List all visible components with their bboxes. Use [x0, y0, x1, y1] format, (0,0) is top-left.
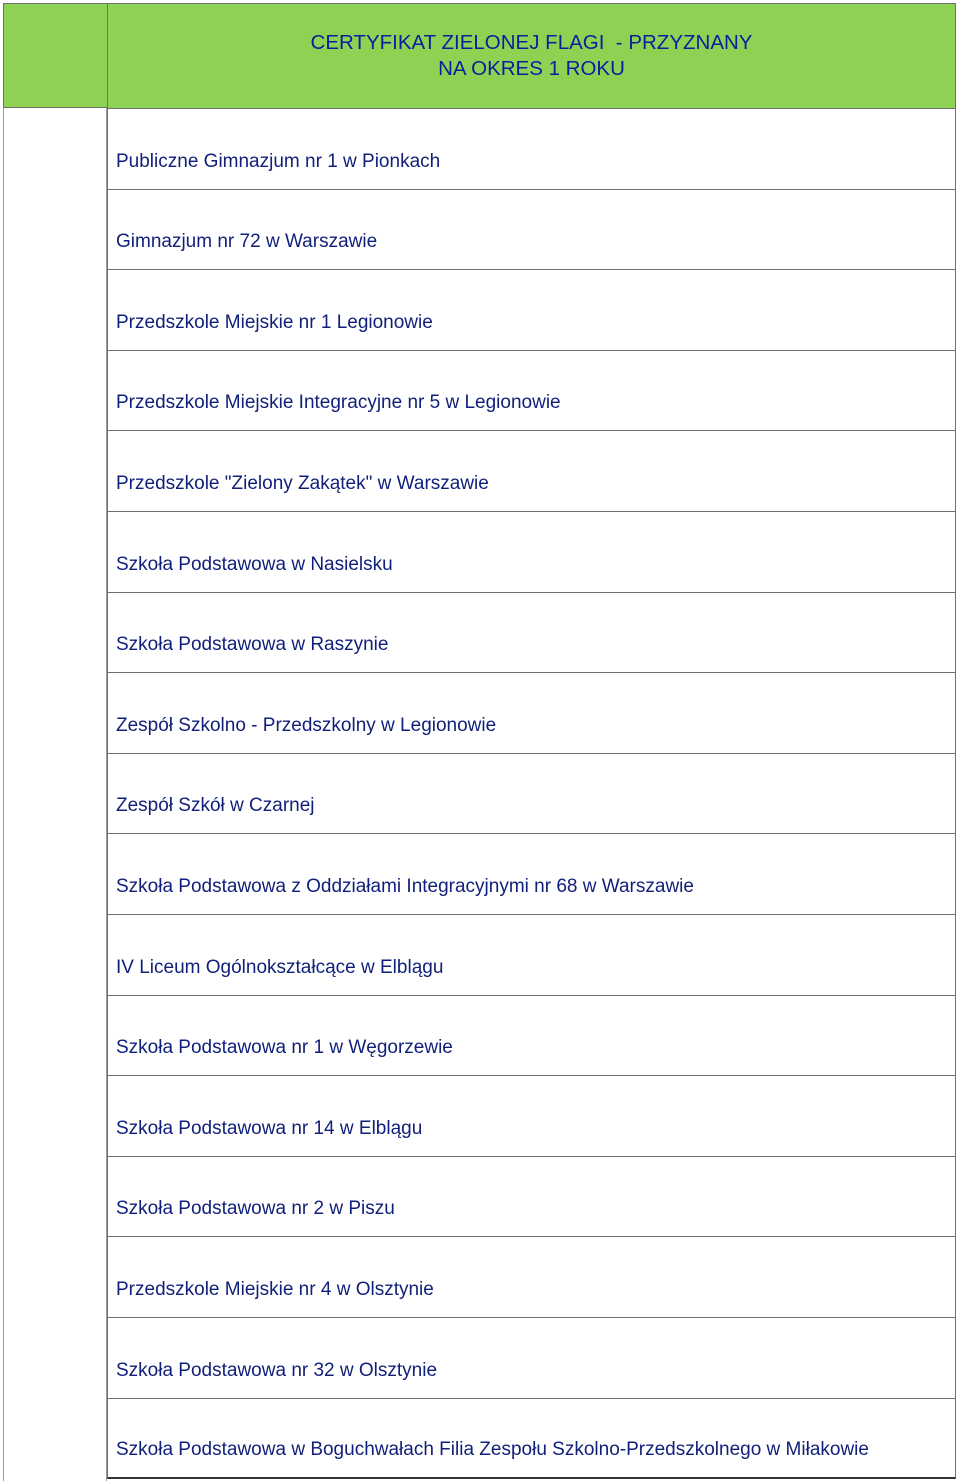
school-name: Szkoła Podstawowa z Oddziałami Integracyjnymi nr 68 w Warszawie [116, 875, 694, 897]
school-name: Szkoła Podstawowa nr 14 w Elblągu [116, 1117, 423, 1139]
school-name: Szkoła Podstawowa w Nasielsku [116, 553, 393, 575]
school-name: Szkoła Podstawowa w Boguchwałach Filia Zespołu Szkolno-Przedszkolnego w Miłakowie [116, 1439, 869, 1461]
school-name: Szkoła Podstawowa nr 2 w Piszu [116, 1198, 395, 1220]
table-header [107, 3, 956, 109]
table-row [107, 673, 956, 754]
table-row [107, 431, 956, 512]
school-name: Szkoła Podstawowa w Raszynie [116, 634, 389, 656]
left-column [3, 3, 107, 1481]
school-name: Szkoła Podstawowa nr 1 w Węgorzewie [116, 1037, 453, 1059]
table-row [107, 754, 956, 835]
school-name: Przedszkole Miejskie nr 1 Legionowie [116, 311, 433, 333]
school-name: Gimnazjum nr 72 w Warszawie [116, 231, 378, 253]
school-list [107, 109, 956, 1479]
table-row [107, 996, 956, 1077]
school-name: Zespół Szkolno - Przedszkolny w Legionowie [116, 714, 497, 736]
school-name: Przedszkole Miejskie Integracyjne nr 5 w Legionowie [116, 392, 561, 414]
header-title-line-1: CERTYFIKAT ZIELONEJ FLAGI - PRZYZNANY [310, 31, 753, 54]
school-name: Zespół Szkół w Czarnej [116, 795, 315, 817]
table-row [107, 190, 956, 271]
header-left-cell [3, 3, 108, 108]
header-title-line-2: NA OKRES 1 ROKU [438, 57, 625, 80]
table-row [107, 1399, 956, 1480]
table-row [107, 1318, 956, 1399]
table-row [107, 270, 956, 351]
table-row [107, 834, 956, 915]
school-name: IV Liceum Ogólnokształcące w Elblągu [116, 956, 444, 978]
table-row [107, 351, 956, 432]
table-row [107, 1237, 956, 1318]
table-row [107, 593, 956, 674]
school-name: Przedszkole Miejskie nr 4 w Olsztynie [116, 1278, 434, 1300]
table-row [107, 512, 956, 593]
table-row [107, 915, 956, 996]
table-row [107, 109, 956, 190]
table-row [107, 1076, 956, 1157]
school-name: Publiczne Gimnazjum nr 1 w Pionkach [116, 150, 441, 172]
table-row [107, 1157, 956, 1238]
school-name: Szkoła Podstawowa nr 32 w Olsztynie [116, 1359, 438, 1381]
school-name: Przedszkole "Zielony Zakątek" w Warszawie [116, 472, 489, 494]
